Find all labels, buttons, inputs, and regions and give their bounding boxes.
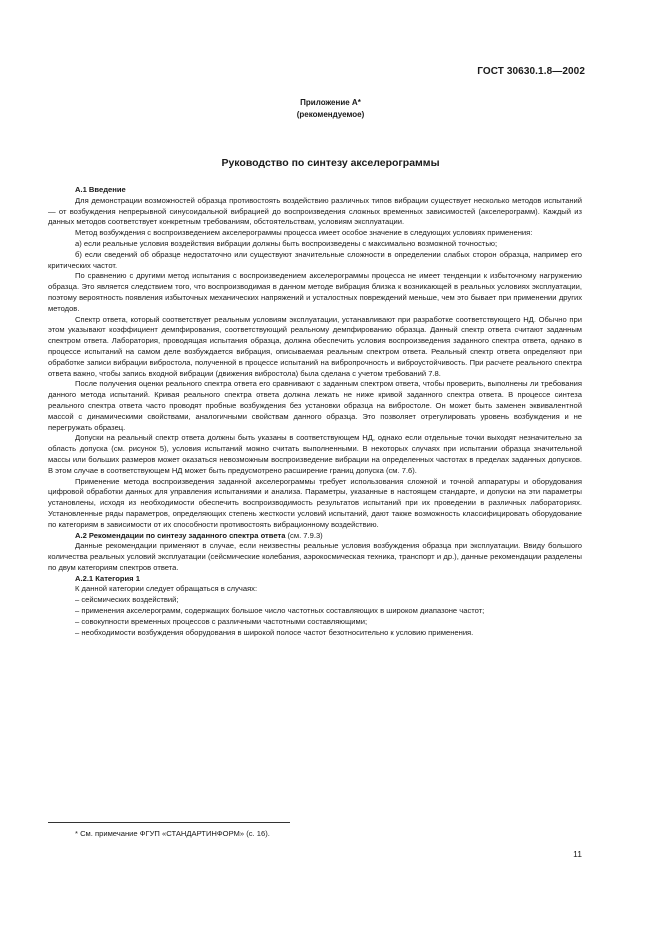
paragraph: Допуски на реальный спектр ответа должны быть указаны в соответствующем НД, однако если отдельные точки выходят незначительно за область допуска (см. рисунок 5), условия испытаний можно считать выполненными. В некоторых случаях при испытании образца значительной массы или больших размеров может оказаться невозможным воспроизведение вибрации на определенных частотах в пределах заданных допусков. В этом случае в соответствующем НД может быть предусмотрено расширение границ допуска (см. 7.6). xyxy=(48,433,582,475)
list-item: б) если сведений об образце недостаточно или существуют значительные сложности в определении слабых сторон образца, например его критических частот. xyxy=(48,249,582,270)
paragraph: Применение метода воспроизведения заданной акселерограммы требует использования сложной и точной аппаратуры и оборудования цифровой обработки данных для управления испытаниями и анализа. Параметры, указанные в настоящем стандарте, и допуски на эти параметры установлены, исходя из необходимости обеспечить воспроизводимость результатов испытаний при их проведении в различных лабораториях. Установленные ряды параметров, определяющих степень жесткости условий испытаний, дают также возможность классифицировать оборудование по категориям в зависимости от их способности противостоять вибрационному воздействию. xyxy=(48,476,582,529)
paragraph: После получения оценки реального спектра ответа его сравнивают с заданным спектром ответа, чтобы проверить, выполнены ли требования данного метода испытаний. Кривая реального спектра ответа должна лежать не ниже кривой заданного спектра ответа. В процессе синтеза реального спектра ответа часто проводят пробные возбуждения без установки образца на вибростоле. Он может быть заменен эквивалентной массой с динамическими свойствами, аналогичными свойствам данного образца. Это позволяет отрегулировать уровень возбуждения и не перегружать образец. xyxy=(48,379,582,432)
footnote: * См. примечание ФГУП «СТАНДАРТИНФОРМ» (с. 16). xyxy=(75,829,270,838)
list-item: – сейсмических воздействий; xyxy=(75,595,179,605)
annex-status: (рекомендуемое) xyxy=(296,110,365,119)
page-title: Руководство по синтезу акселерограммы xyxy=(221,157,440,169)
list-item: – необходимости возбуждения оборудования в широкой полосе частот безотносительно к условию применения. xyxy=(75,627,474,637)
list-item: – применения акселерограмм, содержащих большое число частотных составляющих в широком диапазоне частот; xyxy=(75,606,485,616)
section-heading-a2-ref: (см. 7.9.3) xyxy=(285,530,323,540)
paragraph: К данной категории следует обращаться в случаях: xyxy=(75,584,258,594)
paragraph: Данные рекомендации применяют в случае, если неизвестны реальные условия возбуждения образца при эксплуатации. Ввиду большого количества реальных условий эксплуатации (сейсмические колебания, аэрокосмическая техника, транспорт и др.), данные рекомендации разделены по двум категориям спектров ответа. xyxy=(48,541,582,572)
list-item: а) если реальные условия воздействия вибрации должны быть воспроизведены с максимально возможной точностью; xyxy=(75,238,498,248)
page-number: 11 xyxy=(573,849,582,859)
annex-title: Приложение А* xyxy=(300,98,361,107)
section-heading-a21: А.2.1 Категория 1 xyxy=(75,573,140,583)
section-heading-a2 xyxy=(48,531,582,542)
paragraph: Метод возбуждения с воспроизведением акселерограммы процесса имеет особое значение в следующих условиях применения: xyxy=(75,228,533,238)
document-body xyxy=(48,185,582,638)
section-heading-a2-title: А.2 Рекомендации по синтезу заданного спектра ответа xyxy=(75,530,286,540)
standard-number: ГОСТ 30630.1.8—2002 xyxy=(477,66,585,77)
paragraph: Для демонстрации возможностей образца противостоять воздействию различных типов вибрации существует несколько методов испытаний — от возбуждения непрерывной синусоидальной вибрацией до воспроизведения сложных временных зависимостей (акселерограмм). Каждый из данных методов соответствует конкретным требованиям, обстоятельствам, условиям эксплуатации. xyxy=(48,195,582,227)
annex-heading xyxy=(0,97,661,121)
paragraph: По сравнению с другими метод испытания с воспроизведением акселерограммы процесса не имеет тенденции к избыточному нагружению образца. Это является следствием того, что воспроизводимая в данном методе вибрация близка к возникающей в реальных условиях эксплуатации, поэтому вероятность появления избыточных механических напряжений и усталостных повреждений меньше, чем это бывает при применении других методов. xyxy=(48,271,582,313)
list-item: – совокупности временных процессов с различными частотными составляющими; xyxy=(75,616,368,626)
section-heading-a1: А.1 Введение xyxy=(75,185,126,194)
paragraph: Спектр ответа, который соответствует реальным условиям эксплуатации, устанавливают при разработке соответствующего НД. Обычно при этом указывают коэффициент демпфирования, соответствующий реальному демпфированию образца. Данный спектр ответа считают заданным спектром ответа. Лаборатория, проводящая испытания образца, должна обеспечить условия воспроизведения заданного спектра ответа, однако в процессе испытаний на самом деле возбуждается вибрация, описываемая реальным спектром ответа. Реальный спектр ответа определяют при обработке записи вибрации вибростола, полученной в процессе испытаний на вибропрочность и виброустойчивость. При расчете реального спектра ответа важно, чтобы запись входной вибрации (движения вибростола) была сделана с учетом требований 7.8. xyxy=(48,314,582,378)
footnote-separator xyxy=(48,822,290,823)
